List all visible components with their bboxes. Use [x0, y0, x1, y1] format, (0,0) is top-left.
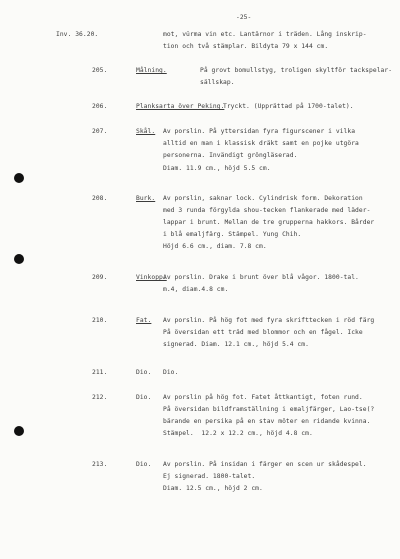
entry-line: signerad. Diam. 12.1 cm., höjd 5.4 cm.	[163, 341, 309, 348]
entry-line: Av porslin, saknar lock. Cylindrisk form. Dekoration	[163, 195, 363, 202]
entry-title: Dio.	[136, 461, 152, 468]
entry-number: 209.	[92, 274, 108, 281]
entry-line: alltid en man i klassisk dräkt samt en pojke utgöra	[163, 140, 359, 147]
binder-hole-2	[14, 254, 24, 264]
continuation-line: mot, vürma vin etc. Lantärnor i träden. Lång inskrip-	[163, 31, 367, 38]
entry-title: Vinkopp.	[136, 274, 167, 281]
entry-number: 205.	[92, 67, 108, 74]
entry-line: Tryckt. (Upprättad på 1700-talet).	[223, 103, 354, 110]
entry-line: Av porslin på hög fot. Fatet åttkantigt, foten rund.	[163, 394, 363, 401]
binder-hole-3	[14, 426, 24, 436]
entry-line: På översidan bildframställning i emaljfärger, Lao-tse(?	[163, 406, 375, 413]
entry-line: m.4, diam.4.8 cm.	[163, 286, 229, 293]
entry-title: Skål.	[136, 128, 156, 135]
entry-number: 212.	[92, 394, 108, 401]
entry-title: Dio.	[136, 369, 152, 376]
entry-line: sällskap.	[200, 79, 235, 86]
binder-hole-1	[14, 173, 24, 183]
entry-line: i blå emaljfärg. Stämpel. Yung Chih.	[163, 231, 302, 238]
entry-line: personerna. Invändigt gröngläserad.	[163, 152, 298, 159]
inventory-number: Inv. 36.20.	[56, 31, 99, 38]
entry-line: Av porslin. På insidan i färger en scen ur skådespel.	[163, 461, 367, 468]
entry-line: Av porslin. På hög fot med fyra skrifttecken i röd färg	[163, 317, 375, 324]
entry-line: Dio.	[163, 369, 179, 376]
entry-number: 213.	[92, 461, 108, 468]
entry-line: bärande en persika på en stav möter en ridande kvinna.	[163, 418, 371, 425]
entry-line: På översidan ett träd med blommor och en fågel. Icke	[163, 329, 363, 336]
entry-title: Fat.	[136, 317, 152, 324]
entry-number: 211.	[92, 369, 108, 376]
entry-line: På grovt bomullstyg, troligen skyltför tackspelar-	[200, 67, 393, 74]
entry-number: 207.	[92, 128, 108, 135]
entry-title: Burk.	[136, 195, 156, 202]
page-number: -25-	[236, 14, 252, 21]
entry-line: Av porslin. På yttersidan fyra figurscener i vilka	[163, 128, 356, 135]
entry-number: 210.	[92, 317, 108, 324]
entry-line: med 3 runda förgylda shou-tecken flankerade med läder-	[163, 207, 371, 214]
entry-line: lappar i brunt. Mellan de tre grupperna hakkors. Bårder	[163, 219, 375, 226]
entry-number: 208.	[92, 195, 108, 202]
entry-line: Ej signerad. 1800-talet.	[163, 473, 256, 480]
entry-title: Planksarta över Peking.	[136, 103, 225, 110]
continuation-line: tion och två stämplar. Bildyta 79 x 144 cm.	[163, 43, 329, 50]
entry-number: 206.	[92, 103, 108, 110]
entry-line: Höjd 6.6 cm., diam. 7.8 cm.	[163, 243, 267, 250]
entry-line: Diam. 11.9 cm., höjd 5.5 cm.	[163, 165, 271, 172]
entry-line: Av porslin. Drake i brunt över blå vågor. 1800-tal.	[163, 274, 359, 281]
entry-title: Målning.	[136, 67, 167, 74]
entry-line: Diam. 12.5 cm., höjd 2 cm.	[163, 485, 263, 492]
entry-title: Dio.	[136, 394, 152, 401]
entry-line: Stämpel. 12.2 x 12.2 cm., höjd 4.8 cm.	[163, 430, 313, 437]
